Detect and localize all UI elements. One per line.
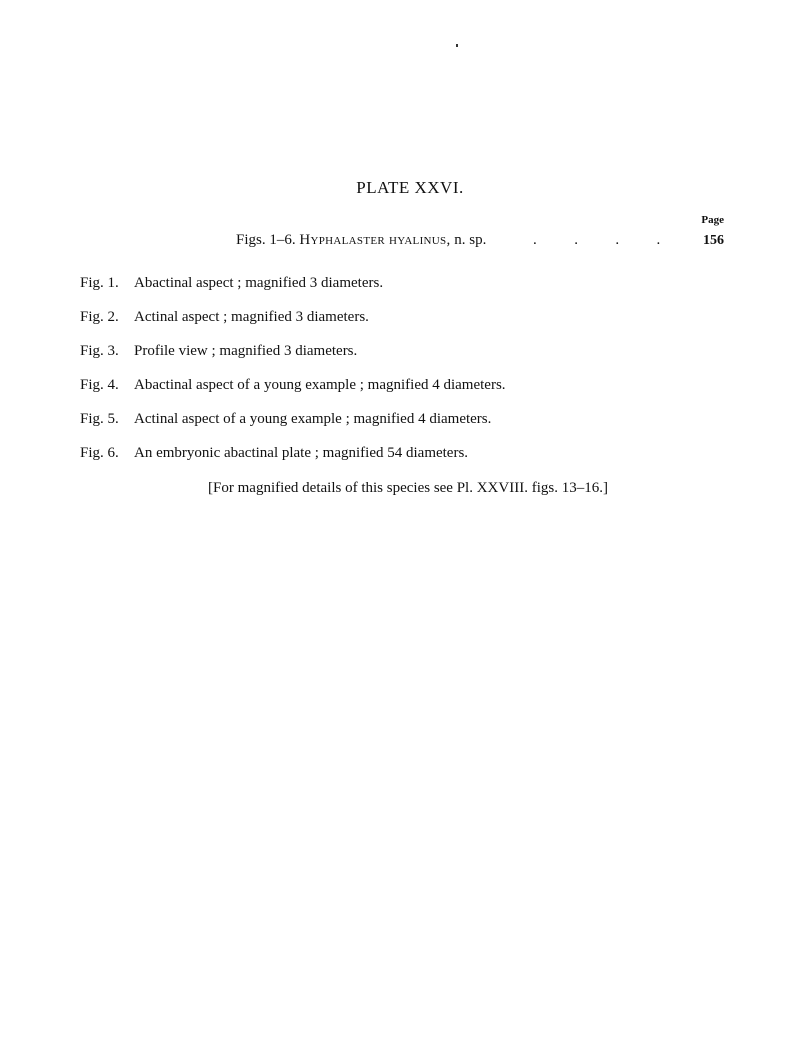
- figure-label: Fig. 5.: [80, 411, 119, 427]
- figure-item: [80, 272, 506, 306]
- figure-label: Fig. 4.: [80, 377, 119, 393]
- figs-heading: [236, 232, 724, 249]
- figure-caption: Profile view ; magnified 3 diameters.: [134, 343, 358, 359]
- figure-caption: Actinal aspect of a young example ; magnified 4 diameters.: [134, 411, 492, 427]
- leader-dot: .: [533, 232, 537, 248]
- leader-dots: [486, 232, 703, 249]
- figure-caption: An embryonic abactinal plate ; magnified 54 diameters.: [134, 445, 469, 461]
- page-number: 156: [703, 233, 724, 248]
- plate-title: PLATE XXVI.: [356, 178, 464, 197]
- figure-caption: Actinal aspect ; magnified 3 diameters.: [134, 309, 369, 325]
- species-suffix: n. sp.: [454, 232, 487, 248]
- leader-dot: .: [574, 232, 578, 248]
- scan-speck: [456, 44, 458, 47]
- figure-label: Fig. 3.: [80, 343, 119, 359]
- figure-item: [80, 374, 506, 408]
- leader-dot: .: [615, 232, 620, 248]
- page-column-header: Page: [701, 214, 724, 226]
- leader-dot: .: [656, 232, 661, 248]
- figure-item: [80, 408, 506, 442]
- figure-item: [80, 306, 506, 340]
- figs-heading-prefix: Figs. 1–6.: [236, 232, 296, 248]
- figure-list: [80, 272, 506, 476]
- figure-caption: Abactinal aspect of a young example ; magnified 4 diameters.: [134, 377, 506, 393]
- figure-caption: Abactinal aspect ; magnified 3 diameters.: [134, 275, 384, 291]
- figure-label: Fig. 2.: [80, 309, 119, 325]
- species-name: Hyphalaster hyalinus,: [299, 232, 451, 248]
- figure-item: [80, 442, 506, 476]
- figure-label: Fig. 1.: [80, 275, 119, 291]
- figure-item: [80, 340, 506, 374]
- species-details-note: [For magnified details of this species see Pl. XXVIII. figs. 13–16.]: [208, 480, 608, 496]
- figure-label: Fig. 6.: [80, 445, 119, 461]
